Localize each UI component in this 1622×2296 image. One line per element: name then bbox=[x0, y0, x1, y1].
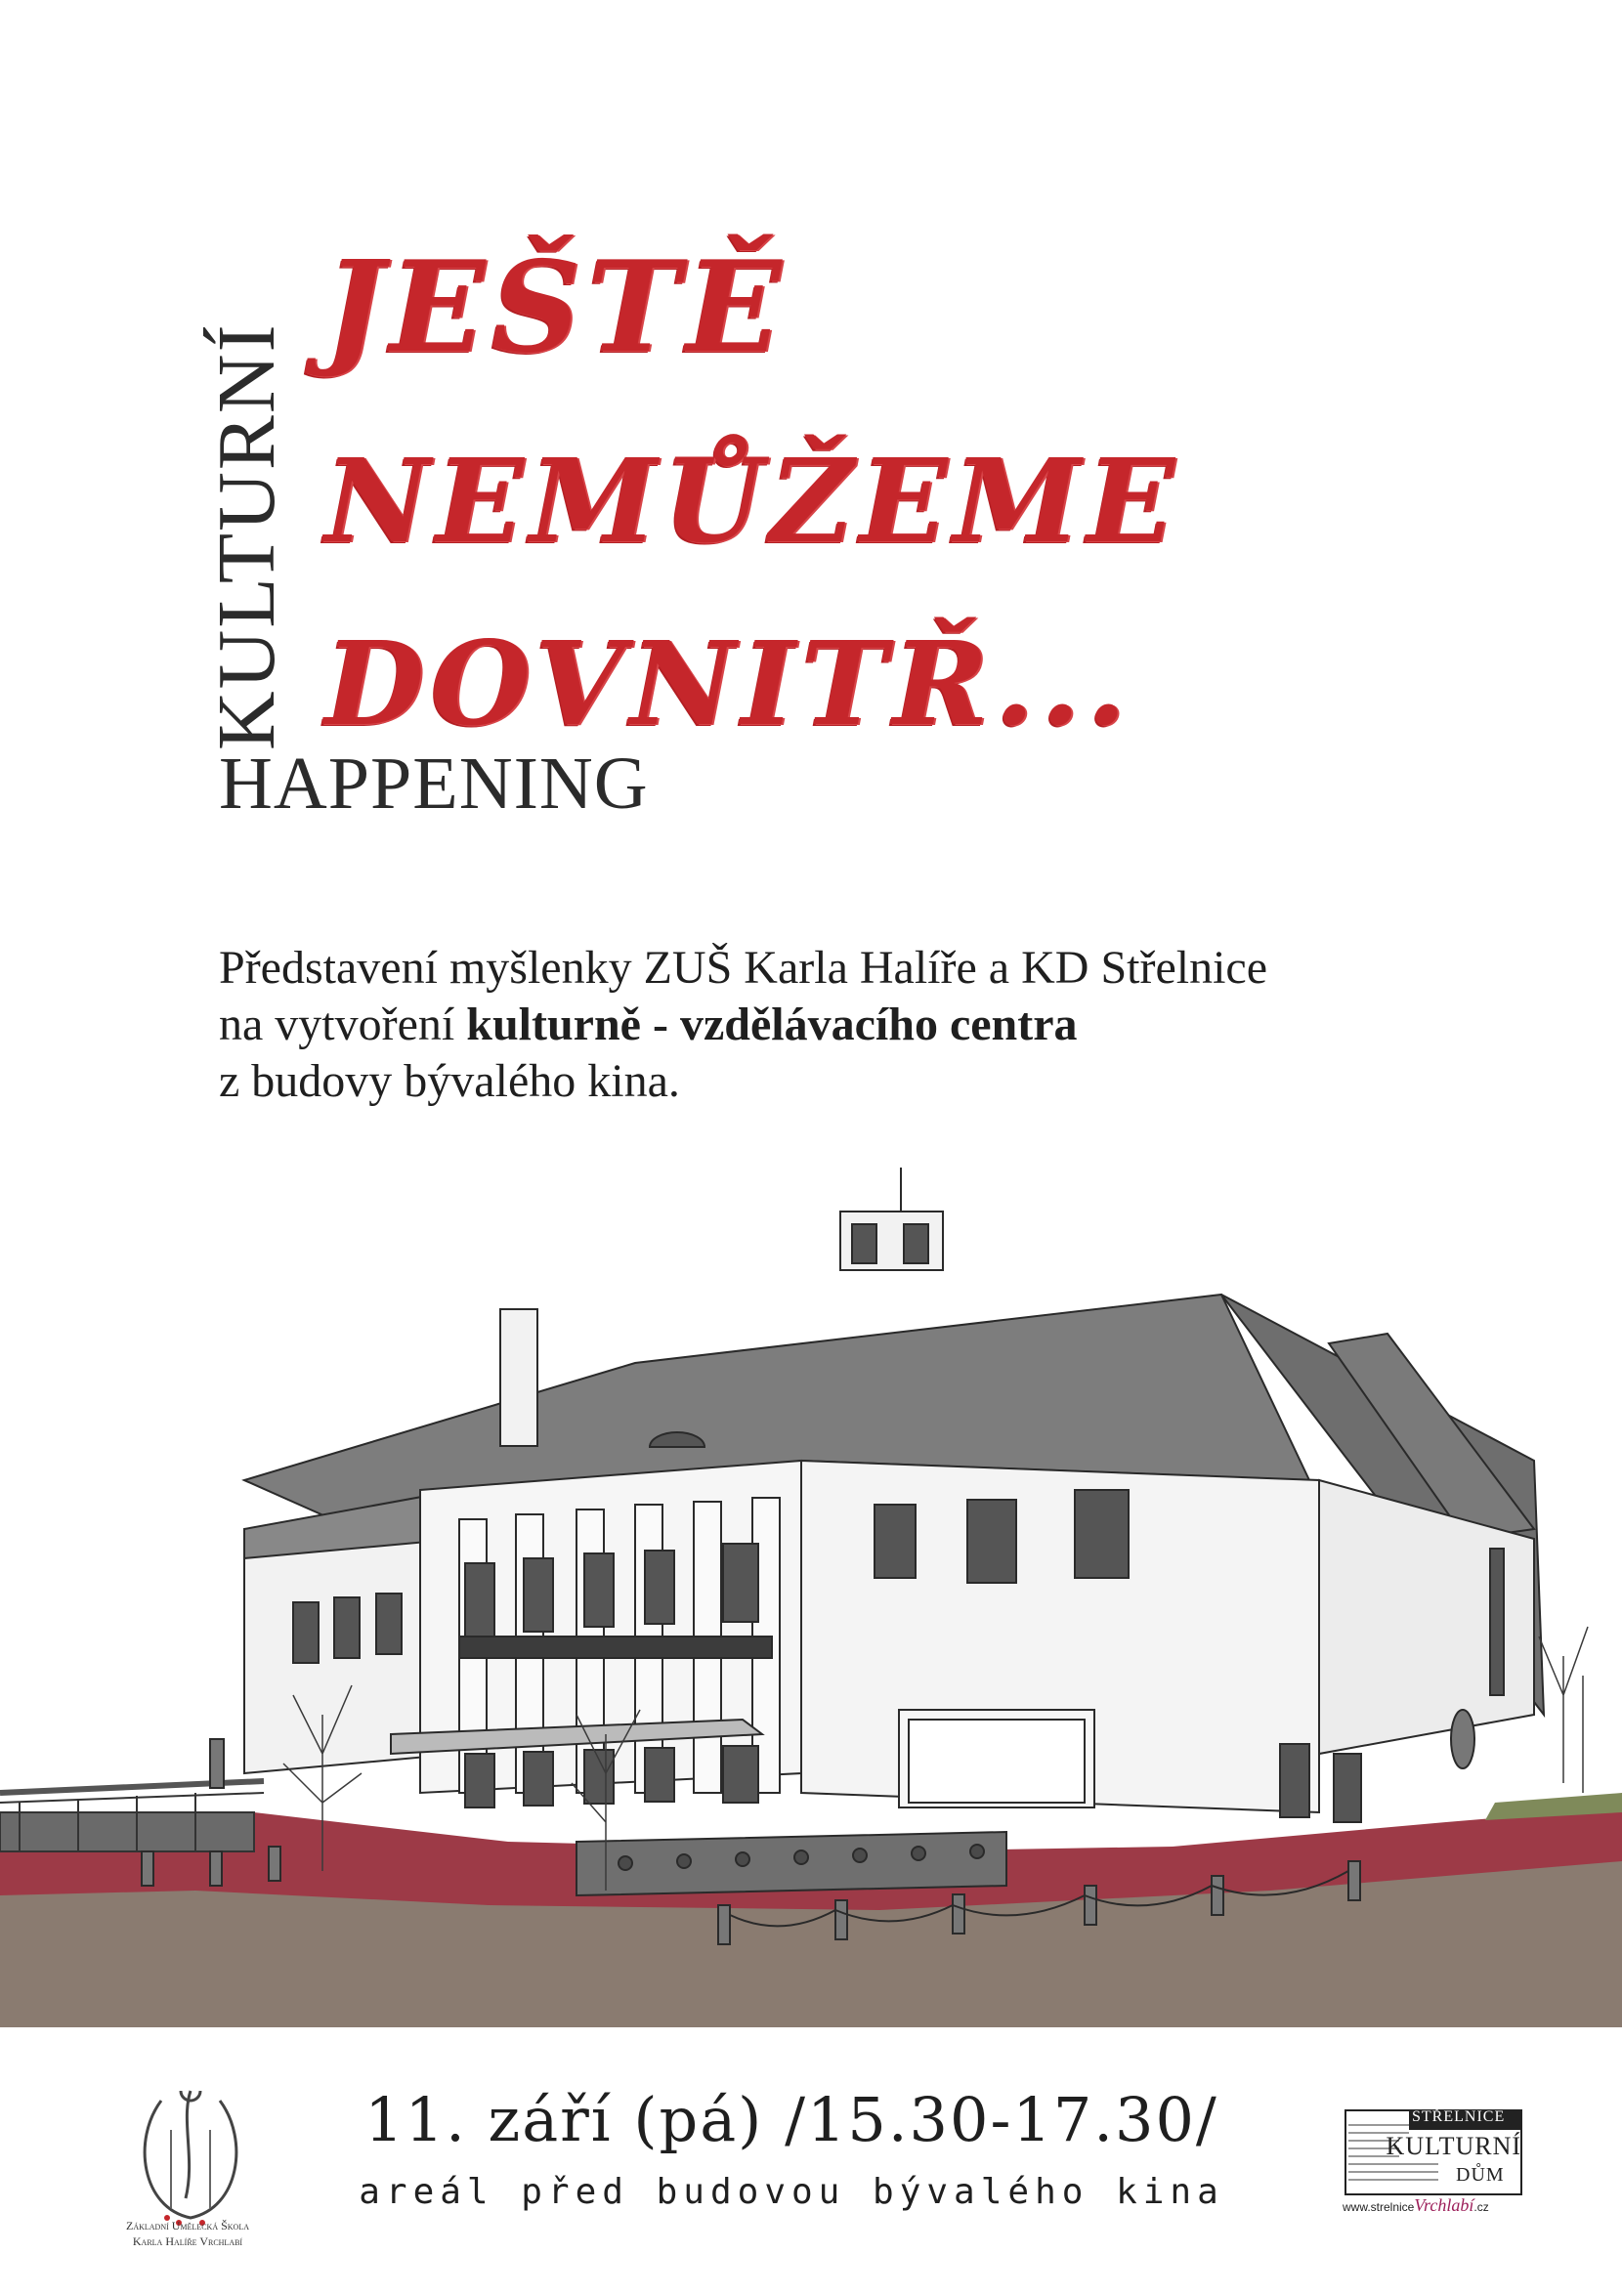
strelnice-kulturni: KULTURNÍ bbox=[1386, 2132, 1521, 2160]
building-illustration bbox=[0, 1168, 1622, 2027]
strelnice-title: STŘELNICE bbox=[1412, 2108, 1506, 2125]
title-line-2: NEMŮŽEME bbox=[324, 433, 1180, 569]
title-line-3: DOVNITŘ... bbox=[324, 616, 1132, 751]
strelnice-dum: DŮM bbox=[1456, 2164, 1505, 2186]
title-line-1: JEŠTĚ bbox=[324, 234, 788, 381]
description-line-2-bold: kulturně - vzdělávacího centra bbox=[466, 999, 1078, 1050]
lyre-outline bbox=[145, 2101, 236, 2218]
zus-name bbox=[90, 2218, 285, 2249]
description-line-1: Představení myšlenky ZUŠ Karla Halíře a KD Střelnice bbox=[219, 942, 1268, 994]
strelnice-website bbox=[1343, 2195, 1489, 2216]
event-place: areál před budovou bývalého kina bbox=[359, 2172, 1224, 2212]
building bbox=[244, 1168, 1544, 1822]
zus-name-line-1: Základní Umělecká Škola bbox=[126, 2219, 249, 2232]
pergola bbox=[0, 1781, 264, 1851]
description bbox=[219, 940, 1509, 1110]
event-date-time: 11. září (pá) /15.30-17.30/ bbox=[364, 2084, 1218, 2155]
description-line-2-prefix: na vytvoření bbox=[219, 999, 467, 1050]
front-wall bbox=[576, 1832, 1006, 1895]
title-vertical-kulturni bbox=[201, 322, 292, 750]
description-line-2 bbox=[219, 997, 1509, 1053]
description-line-3: z budovy bývalého kina. bbox=[219, 1055, 680, 1107]
strelnice-web-brand: Vrchlabí bbox=[1414, 2195, 1474, 2215]
title-vertical-text: KULTURNÍ bbox=[201, 322, 292, 750]
zus-name-line-2: Karla Halíře Vrchlabí bbox=[132, 2234, 243, 2248]
title-happening: HAPPENING bbox=[219, 743, 649, 825]
strelnice-web-suffix: .cz bbox=[1473, 2200, 1489, 2214]
lyre-figure bbox=[181, 2091, 200, 2198]
strelnice-web-prefix: www.strelnice bbox=[1343, 2200, 1415, 2214]
